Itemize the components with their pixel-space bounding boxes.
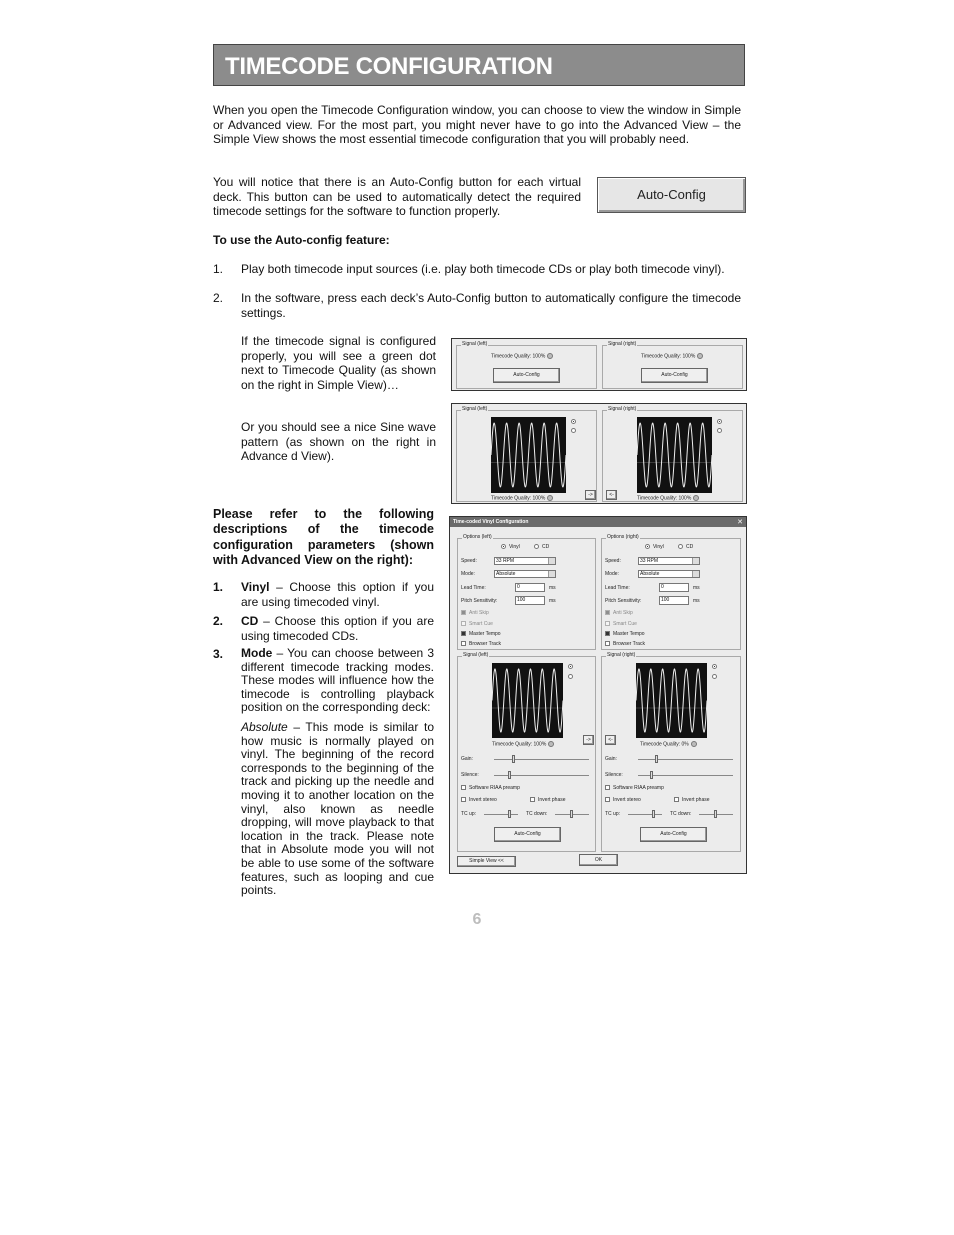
- tc-down-slider-handle[interactable]: [570, 810, 573, 818]
- arrow-button[interactable]: ->: [583, 735, 594, 745]
- param-item: [241, 647, 434, 715]
- tc-up-label: TC up:: [605, 811, 621, 817]
- param-number: 1.: [213, 580, 224, 594]
- smart-cue-label: Smart Cue: [469, 621, 493, 627]
- riaa-checkbox[interactable]: [461, 785, 466, 790]
- unit-label: ms: [693, 585, 700, 591]
- quality-dot-icon: [697, 353, 703, 359]
- cd-radio[interactable]: [678, 544, 683, 549]
- master-tempo-checkbox[interactable]: [461, 631, 466, 636]
- timecode-quality-label: Timecode Quality: 100%: [492, 741, 547, 748]
- invert-phase-checkbox[interactable]: [674, 797, 679, 802]
- master-tempo-checkbox[interactable]: [605, 631, 610, 636]
- signal-right-group: [601, 652, 741, 852]
- param-number: 3.: [213, 647, 224, 661]
- silence-slider-handle[interactable]: [508, 771, 511, 779]
- signal-right-group: [602, 341, 743, 389]
- riaa-checkbox[interactable]: [605, 785, 610, 790]
- howto-heading: To use the Auto-config feature:: [213, 233, 390, 247]
- gain-slider[interactable]: [494, 759, 589, 760]
- unit-label: ms: [693, 598, 700, 604]
- tc-up-label: TC up:: [461, 811, 477, 817]
- scope-radio[interactable]: [568, 664, 573, 669]
- quality-dot-icon: [691, 741, 697, 747]
- speed-label: Speed:: [605, 558, 621, 564]
- lead-time-label: Lead Time:: [461, 585, 486, 591]
- params-heading: Please refer to the following descriptions of the timecode configuration parameters (shown with Advanced View on the right):: [213, 507, 434, 567]
- group-label: Signal (right): [607, 652, 636, 658]
- master-tempo-label: Master Tempo: [613, 631, 645, 637]
- signal-note-1: If the timecode signal is configured properly, you will see a green dot next to Timecode Quality (as shown on the right in Simple View)…: [241, 334, 436, 392]
- tc-down-label: TC down:: [526, 811, 548, 817]
- dialog-title: Time-coded Vinyl Configuration: [453, 519, 529, 525]
- autoconfig-paragraph: You will notice that there is an Auto-Config button for each virtual deck. This button can be used to automatically detect the required timecode settings for the software to function properly.: [213, 175, 581, 218]
- cd-radio[interactable]: [534, 544, 539, 549]
- close-icon[interactable]: ✕: [737, 519, 743, 526]
- chevron-down-icon: [548, 558, 555, 564]
- invert-phase-checkbox[interactable]: [530, 797, 535, 802]
- timecode-quality-label: Timecode Quality: 100%: [491, 495, 546, 502]
- simple-view-screenshot: [451, 338, 747, 391]
- signal-left-group: [457, 652, 596, 852]
- step-number: 2.: [213, 291, 224, 305]
- unit-label: ms: [549, 598, 556, 604]
- signal-note-2: Or you should see a nice Sine wave pattern (as shown on the right in Advance d View).: [241, 420, 436, 463]
- anti-skip-checkbox[interactable]: [461, 610, 466, 615]
- quality-dot-icon: [547, 353, 553, 359]
- lead-time-field[interactable]: 0: [515, 583, 545, 592]
- param-term: Mode: [241, 646, 273, 660]
- riaa-label: Software RIAA preamp: [613, 785, 664, 791]
- gain-label: Gain:: [461, 756, 473, 762]
- gain-slider-handle[interactable]: [512, 755, 515, 763]
- browser-track-label: Browser Track: [469, 641, 501, 647]
- tc-up-slider[interactable]: [628, 814, 662, 815]
- intro-paragraph: When you open the Timecode Configuration window, you can choose to view the window in Simple or Advanced view. For the most part, you might never have to go into the Advanced View – the Simple View shows the most essential timecode configuration that you will probably need.: [213, 103, 741, 146]
- tc-up-slider[interactable]: [484, 814, 518, 815]
- scope-radio[interactable]: [712, 674, 717, 679]
- scope-radio[interactable]: [571, 419, 576, 424]
- gain-label: Gain:: [605, 756, 617, 762]
- pitch-label: Pitch Sensitivity:: [605, 598, 642, 604]
- param-desc: – You can choose between 3 different timecode tracking modes. These modes will influence how the timecode is controlling playback position on the corresponding deck:: [241, 646, 434, 715]
- auto-config-button[interactable]: Auto-Config: [641, 368, 708, 383]
- step-number: 1.: [213, 262, 224, 276]
- advanced-dialog-screenshot: [449, 516, 747, 874]
- anti-skip-label: Anti Skip: [469, 610, 489, 616]
- smart-cue-checkbox[interactable]: [605, 621, 610, 626]
- signal-left-group: [456, 341, 597, 389]
- arrow-button[interactable]: ->: [585, 490, 596, 500]
- vinyl-label: Vinyl: [509, 544, 520, 550]
- browser-track-checkbox[interactable]: [605, 641, 610, 646]
- auto-config-button[interactable]: Auto-Config: [493, 368, 560, 383]
- chevron-down-icon: [692, 571, 699, 577]
- quality-dot-icon: [548, 741, 554, 747]
- lead-time-label: Lead Time:: [605, 585, 630, 591]
- invert-stereo-checkbox[interactable]: [605, 797, 610, 802]
- arrow-button[interactable]: <-: [606, 490, 617, 500]
- mode-label: Mode:: [605, 571, 619, 577]
- pitch-field[interactable]: 100: [659, 596, 689, 605]
- scope-radio[interactable]: [571, 428, 576, 433]
- param-desc: – Choose this option if you are using timecoded CDs.: [241, 614, 434, 643]
- group-label: Signal (left): [462, 341, 488, 347]
- absolute-term: Absolute: [241, 720, 288, 734]
- quality-dot-icon: [547, 495, 553, 501]
- mode-select[interactable]: Absolute: [494, 570, 556, 578]
- quality-dot-icon: [693, 495, 699, 501]
- invert-stereo-label: Invert stereo: [613, 797, 641, 803]
- lead-time-field[interactable]: 0: [659, 583, 689, 592]
- group-label: Options (left): [463, 534, 492, 540]
- signal-left-group: [456, 406, 597, 502]
- group-label: Options (right): [607, 534, 639, 540]
- invert-stereo-checkbox[interactable]: [461, 797, 466, 802]
- pitch-label: Pitch Sensitivity:: [461, 598, 498, 604]
- mode-select[interactable]: Absolute: [638, 570, 700, 578]
- step-text: In the software, press each deck’s Auto-Config button to automatically configure the timecode settings.: [241, 291, 741, 320]
- tc-down-label: TC down:: [670, 811, 692, 817]
- page-title-bar: [213, 44, 745, 86]
- group-label: Signal (left): [463, 652, 489, 658]
- simple-view-button[interactable]: Simple View <<: [457, 856, 516, 867]
- vinyl-radio[interactable]: [501, 544, 506, 549]
- vinyl-radio[interactable]: [645, 544, 650, 549]
- mode-label: Mode:: [461, 571, 475, 577]
- gain-slider-handle[interactable]: [655, 755, 658, 763]
- sine-wave-scope: [637, 417, 712, 493]
- ok-button[interactable]: OK: [579, 854, 618, 866]
- param-item: [241, 580, 434, 609]
- cd-label: CD: [686, 544, 694, 550]
- auto-config-button[interactable]: Auto-Config: [640, 827, 707, 842]
- param-item: [241, 614, 434, 643]
- scope-radio[interactable]: [717, 419, 722, 424]
- group-label: Signal (right): [608, 406, 637, 412]
- gain-slider[interactable]: [638, 759, 733, 760]
- chevron-down-icon: [692, 558, 699, 564]
- timecode-quality-label: Timecode Quality: 100%: [637, 495, 692, 502]
- browser-track-label: Browser Track: [613, 641, 645, 647]
- pitch-field[interactable]: 100: [515, 596, 545, 605]
- page-title: TIMECODE CONFIGURATION: [225, 53, 553, 80]
- step-text: Play both timecode input sources (i.e. play both timecode CDs or play both timecode vinyl).: [241, 262, 725, 276]
- anti-skip-checkbox[interactable]: [605, 610, 610, 615]
- smart-cue-label: Smart Cue: [613, 621, 637, 627]
- options-left-group: [457, 534, 596, 650]
- group-label: Signal (right): [608, 341, 637, 347]
- auto-config-button-illustration: Auto-Config: [597, 177, 746, 213]
- options-right-group: [601, 534, 741, 650]
- timecode-quality-label: Timecode Quality: 100%: [491, 353, 546, 360]
- scope-radio[interactable]: [712, 664, 717, 669]
- chevron-down-icon: [548, 571, 555, 577]
- browser-track-checkbox[interactable]: [461, 641, 466, 646]
- tc-up-slider-handle[interactable]: [508, 810, 511, 818]
- absolute-desc: – This mode is similar to how music is normally played on vinyl. The beginning of the record corresponds to the beginning of the track and picking up the needle and moving it to another location on the vinyl, also known as needle dropping, will move playback to that location in the track. Please note that in Absolute mode you will not be able to use some of the software features, such as looping and cue points.: [241, 720, 434, 898]
- signal-right-group: [602, 406, 743, 502]
- scope-radio[interactable]: [717, 428, 722, 433]
- param-desc: – Choose this option if you are using timecoded vinyl.: [241, 580, 434, 609]
- silence-slider-handle[interactable]: [650, 771, 653, 779]
- page-number: 6: [472, 911, 482, 928]
- absolute-description: [241, 721, 434, 898]
- timecode-quality-label: Timecode Quality: 100%: [641, 353, 696, 360]
- unit-label: ms: [549, 585, 556, 591]
- riaa-label: Software RIAA preamp: [469, 785, 520, 791]
- sine-wave-scope: [491, 417, 566, 493]
- param-number: 2.: [213, 614, 224, 628]
- tc-down-slider-handle[interactable]: [714, 810, 717, 818]
- vinyl-label: Vinyl: [653, 544, 664, 550]
- speed-label: Speed:: [461, 558, 477, 564]
- group-label: Signal (left): [462, 406, 488, 412]
- speed-select[interactable]: 33 RPM: [638, 557, 700, 565]
- master-tempo-label: Master Tempo: [469, 631, 501, 637]
- invert-stereo-label: Invert stereo: [469, 797, 497, 803]
- silence-label: Silence:: [605, 772, 623, 778]
- param-term: CD: [241, 614, 259, 628]
- invert-phase-label: Invert phase: [682, 797, 710, 803]
- anti-skip-label: Anti Skip: [613, 610, 633, 616]
- arrow-button[interactable]: <-: [605, 735, 616, 745]
- timecode-quality-label: Timecode Quality: 0%: [640, 741, 689, 748]
- tc-up-slider-handle[interactable]: [652, 810, 655, 818]
- silence-label: Silence:: [461, 772, 479, 778]
- smart-cue-checkbox[interactable]: [461, 621, 466, 626]
- sine-wave-scope: [492, 663, 563, 738]
- scope-radio[interactable]: [568, 674, 573, 679]
- dialog-titlebar: [450, 517, 746, 527]
- sine-wave-scope: [636, 663, 707, 738]
- advanced-scope-screenshot: [451, 403, 747, 504]
- auto-config-button[interactable]: Auto-Config: [494, 827, 561, 842]
- speed-select[interactable]: 33 RPM: [494, 557, 556, 565]
- cd-label: CD: [542, 544, 550, 550]
- param-term: Vinyl: [241, 580, 270, 594]
- invert-phase-label: Invert phase: [538, 797, 566, 803]
